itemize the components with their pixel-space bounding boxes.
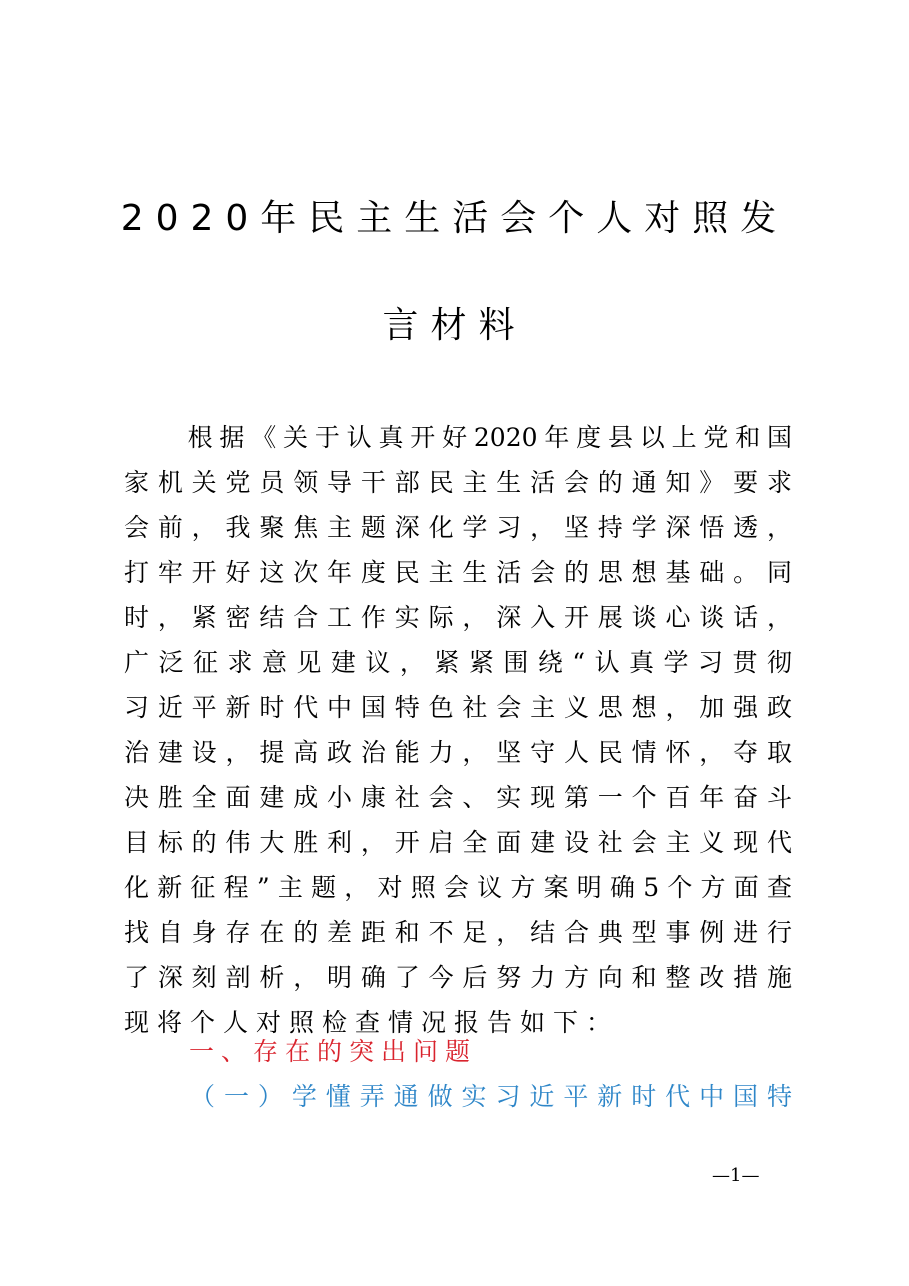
body-line: 会前，我聚焦主题深化学习，坚持学深悟透， [124,513,792,542]
body-line: 找自身存在的差距和不足，结合典型事例进行 [124,918,792,947]
document-title-line-2: 言材料 [382,305,527,346]
section-heading: 一、存在的突出问题 [189,1037,478,1066]
body-line: 打牢开好这次年度民主生活会的思想基础。同 [124,558,792,587]
body-line: 根据《关于认真开好2020年度县以上党和国 [124,423,792,452]
body-line: 了深刻剖析，明确了今后努力方向和整改措施 [124,963,792,992]
body-line: 家机关党员领导干部民主生活会的通知》要求 [124,468,792,497]
body-line: 决胜全面建成小康社会、实现第一个百年奋斗 [124,783,792,812]
body-line: 时，紧密结合工作实际，深入开展谈心谈话， [124,603,792,632]
body-line: 习近平新时代中国特色社会主义思想，加强政 [124,693,792,722]
body-line: 化新征程”主题，对照会议方案明确5个方面查 [124,873,792,902]
body-line: 目标的伟大胜利，开启全面建设社会主义现代 [124,828,792,857]
page-number: —1— [712,1165,760,1186]
body-line: 广泛征求意见建议，紧紧围绕“认真学习贯彻 [124,648,792,677]
document-body [124,415,792,1045]
subsection-heading: （一）学懂弄通做实习近平新时代中国特 [190,1082,792,1111]
document-title-line-1: 2020年民主生活会个人对照发 [120,198,789,239]
body-line: 治建设，提高政治能力，坚守人民情怀，夺取 [124,738,792,767]
body-line: 现将个人对照检查情况报告如下： [124,1008,620,1037]
